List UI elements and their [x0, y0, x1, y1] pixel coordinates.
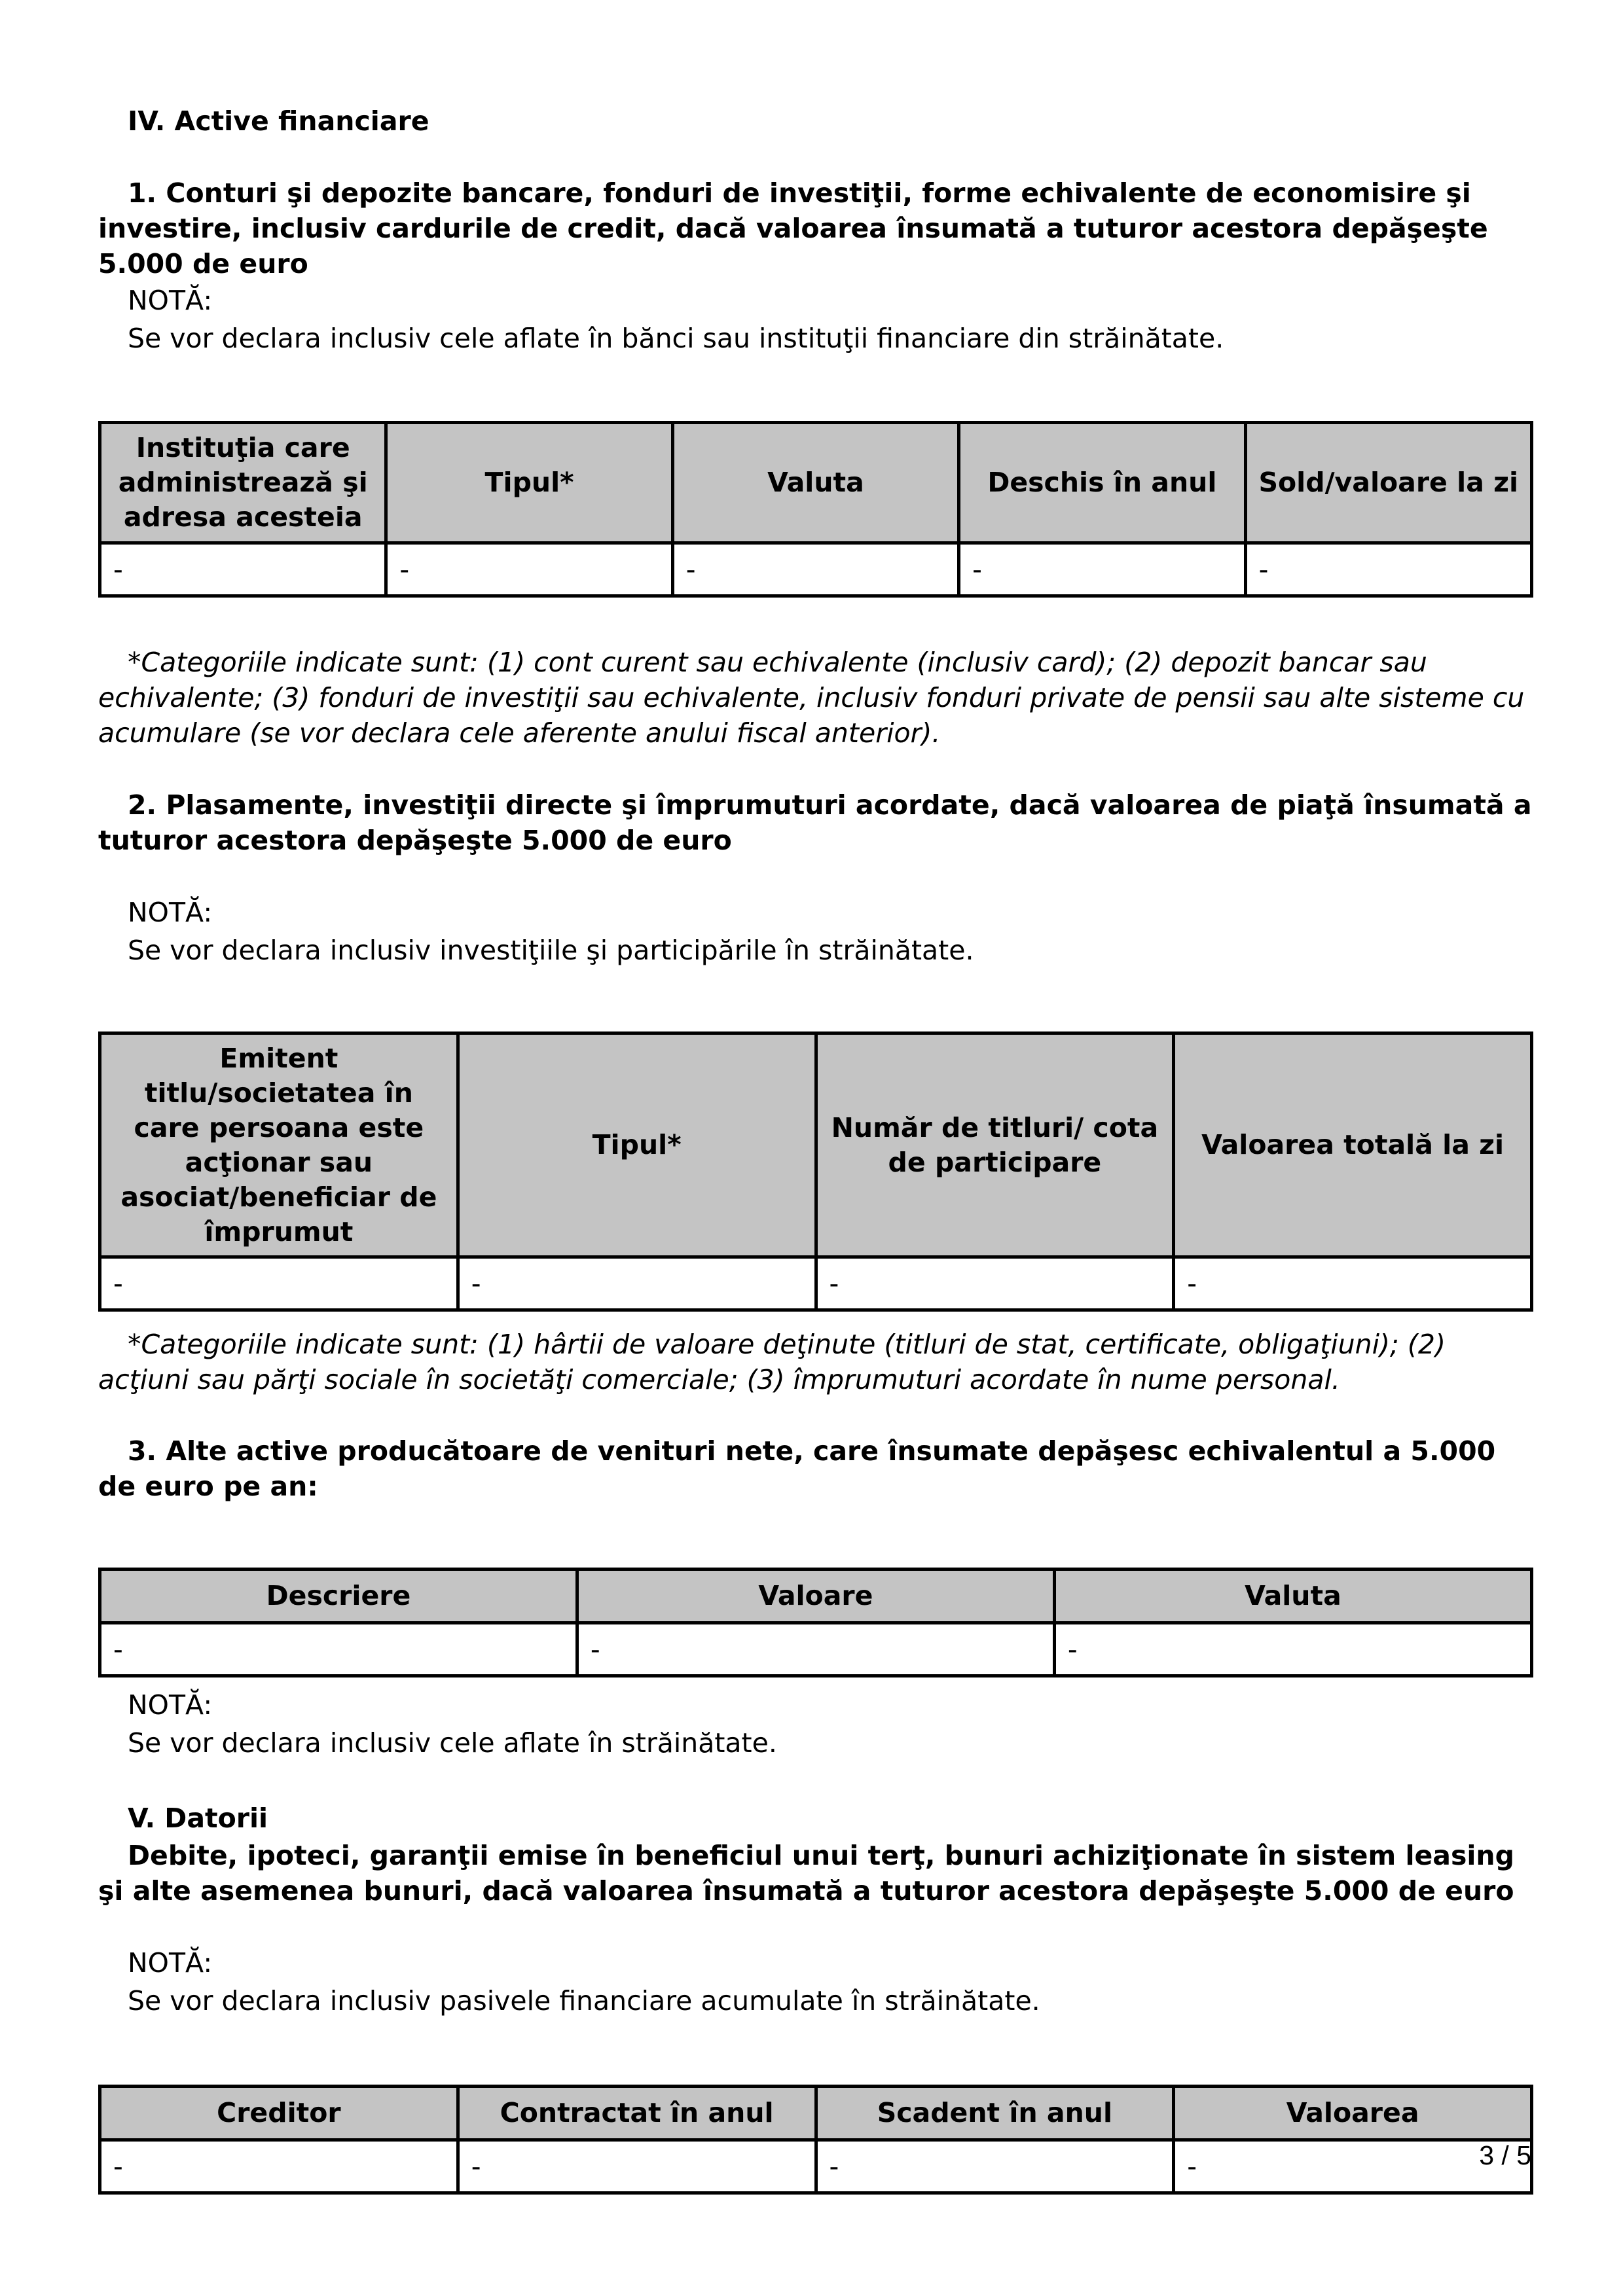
subsection-1-heading: 1. Conturi şi depozite bancare, fonduri de investiţii, forme echivalente de economisire şi investire, inclusiv cardurile de credit, dacă valoarea însumată a tuturor acestora depăşeşte 5.000 de euro	[98, 177, 1488, 279]
table-cell: -	[100, 2140, 458, 2193]
subsection-2-heading: 2. Plasamente, investiţii directe şi împrumuturi acordate, dacă valoarea de piaţă însumată a tuturor acestora depăşeşte 5.000 de euro	[98, 789, 1532, 856]
note-label-2: NOTĂ:	[128, 897, 213, 928]
column-header: Emitent titlu/societatea în care persoana este acţionar sau asociat/beneficiar de împrumut	[100, 1033, 458, 1257]
table-header-row	[100, 423, 1532, 543]
table-cell: -	[458, 1257, 816, 1310]
footnote-1: *Categoriile indicate sunt: (1) cont curent sau echivalente (inclusiv card); (2) depozit bancar sau echivalente; (3) fonduri de investiţii sau echivalente, inclusiv fonduri private de pensii sau alte sisteme cu acumulare (se vor declara cele aferente anului fiscal anterior).	[98, 647, 1525, 749]
note-label-4: NOTĂ:	[128, 1947, 213, 1979]
note-label-1: NOTĂ:	[128, 285, 213, 316]
table-cell: -	[1245, 543, 1531, 596]
column-header: Scadent în anul	[816, 2087, 1174, 2140]
column-header: Tipul*	[458, 1033, 816, 1257]
column-header: Contractat în anul	[458, 2087, 816, 2140]
investments-table	[98, 1031, 1533, 1312]
page-number: 3 / 5	[1479, 2140, 1531, 2170]
table-row	[100, 1623, 1532, 1676]
column-header: Tipul*	[386, 423, 672, 543]
table-cell: -	[386, 543, 672, 596]
column-header: Sold/valoare la zi	[1245, 423, 1531, 543]
table-cell: -	[672, 543, 958, 596]
column-header: Valuta	[672, 423, 958, 543]
column-header: Număr de titluri/ cota de participare	[816, 1033, 1174, 1257]
section-5-title: V. Datorii	[128, 1803, 268, 1834]
note-text-2: Se vor declara inclusiv investiţiile şi participările în străinătate.	[128, 935, 974, 966]
table-cell: -	[100, 1257, 458, 1310]
table-row	[100, 2140, 1532, 2193]
column-header: Instituţia care administrează şi adresa acesteia	[100, 423, 386, 543]
table-cell: -	[816, 1257, 1174, 1310]
table-cell: -	[100, 1623, 577, 1676]
table-cell: -	[959, 543, 1245, 596]
other-assets-table	[98, 1568, 1533, 1677]
table-header-row	[100, 1033, 1532, 1257]
subsection-3-heading: 3. Alte active producătoare de venituri nete, care însumate depăşesc echivalentul a 5.000 de euro pe an:	[98, 1435, 1496, 1502]
table-cell: -	[100, 543, 386, 596]
section-4-title: IV. Active financiare	[128, 105, 429, 137]
column-header: Valuta	[1054, 1570, 1531, 1623]
column-header: Valoare	[577, 1570, 1054, 1623]
table-cell: -	[577, 1623, 1054, 1676]
note-label-3: NOTĂ:	[128, 1689, 213, 1721]
table-cell: -	[458, 2140, 816, 2193]
table-header-row	[100, 2087, 1532, 2140]
table-cell: -	[1054, 1623, 1531, 1676]
column-header: Creditor	[100, 2087, 458, 2140]
debts-table	[98, 2085, 1533, 2195]
footnote-2: *Categoriile indicate sunt: (1) hârtii de valoare deţinute (titluri de stat, certificate, obligaţiuni); (2) acţiuni sau părţi sociale în societăţi comerciale; (3) împrumuturi acordate în nume personal.	[98, 1329, 1446, 1395]
column-header: Deschis în anul	[959, 423, 1245, 543]
table-cell: -	[1174, 1257, 1532, 1310]
section-5-heading: Debite, ipoteci, garanţii emise în beneficiul unui terţ, bunuri achiziţionate în sistem leasing şi alte asemenea bunuri, dacă valoarea însumată a tuturor acestora depăşeşte 5.000 de euro	[98, 1840, 1514, 1907]
bank-accounts-table	[98, 421, 1533, 598]
column-header: Descriere	[100, 1570, 577, 1623]
table-row	[100, 543, 1532, 596]
note-text-1: Se vor declara inclusiv cele aflate în bănci sau instituţii financiare din străinătate.	[128, 323, 1224, 354]
table-cell: -	[816, 2140, 1174, 2193]
column-header: Valoarea totală la zi	[1174, 1033, 1532, 1257]
note-text-3: Se vor declara inclusiv cele aflate în străinătate.	[128, 1727, 777, 1759]
note-text-4: Se vor declara inclusiv pasivele financiare acumulate în străinătate.	[128, 1985, 1040, 2017]
column-header: Valoarea	[1174, 2087, 1532, 2140]
table-header-row	[100, 1570, 1532, 1623]
table-cell: -	[1174, 2140, 1532, 2193]
table-row	[100, 1257, 1532, 1310]
